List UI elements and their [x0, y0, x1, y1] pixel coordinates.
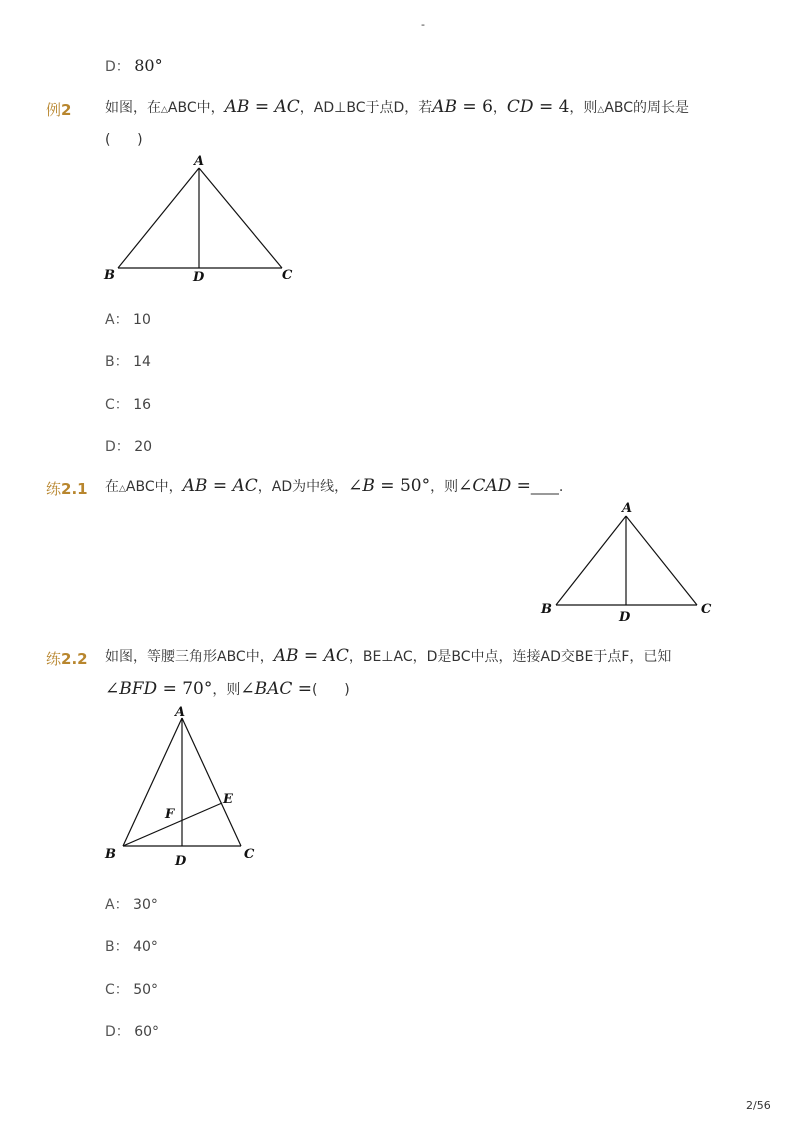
header-mark: -	[421, 18, 425, 31]
math: = 4	[533, 97, 570, 117]
option-key: D：	[105, 439, 130, 455]
math: =	[292, 679, 313, 699]
q-text: ，则	[212, 682, 241, 698]
label-e: E	[223, 792, 233, 807]
label-c: C	[282, 268, 293, 283]
q-text: ABC中，	[167, 100, 225, 116]
angle-symbol: ∠	[105, 679, 120, 699]
math: AC	[232, 476, 258, 496]
option-key: C：	[105, 397, 129, 413]
math: =	[207, 476, 233, 496]
q-text: 如图，等腰三角形ABC中，	[105, 649, 274, 665]
math: AB	[432, 97, 458, 117]
math: = 50°	[374, 476, 431, 496]
line-ac	[182, 718, 241, 846]
option-key: C：	[105, 982, 129, 998]
line-ab	[123, 718, 182, 846]
label-f: F	[165, 807, 175, 822]
option-key: D：	[105, 59, 130, 75]
label-d: D	[175, 854, 187, 869]
label-a: A	[622, 501, 633, 516]
q-text: ，则	[430, 479, 459, 495]
tag-number: 2.1	[61, 480, 88, 498]
p22-option-b[interactable]	[105, 936, 158, 956]
p22-option-c[interactable]	[105, 979, 158, 999]
label-a: A	[175, 705, 186, 720]
q-text: .	[558, 479, 564, 495]
math: BFD	[119, 679, 158, 699]
math: B	[362, 476, 375, 496]
label-b: B	[541, 602, 552, 617]
label-d: D	[193, 270, 205, 285]
math: CD	[506, 97, 534, 117]
label-c: C	[701, 602, 712, 617]
math: = 70°	[157, 679, 213, 699]
tag-label: 练	[46, 480, 62, 498]
option-value: 40°	[133, 939, 158, 955]
q-text: ，则	[569, 100, 598, 116]
p22-option-a[interactable]	[105, 894, 158, 914]
triangle-symbol: △	[597, 105, 605, 115]
option-key: D：	[105, 1024, 130, 1040]
answer-paren: ( )	[105, 132, 143, 148]
option-value: 60°	[134, 1024, 160, 1040]
math: AC	[323, 646, 349, 666]
math: = 6	[457, 97, 493, 117]
math: AB	[182, 476, 208, 496]
option-value: 16	[133, 397, 152, 413]
option-value: 30°	[133, 897, 158, 913]
q-text: ，AD为中线，	[257, 479, 349, 495]
angle-symbol: ∠	[240, 679, 255, 699]
math: =	[298, 646, 324, 666]
option-value: 14	[133, 354, 151, 370]
triangle-symbol: △	[119, 484, 126, 494]
math: AB	[224, 97, 250, 117]
option-key: A：	[105, 897, 129, 913]
q-text: ，AD⊥BC于点D，若	[299, 100, 433, 116]
math: CAD	[472, 476, 512, 496]
option-key: B：	[105, 939, 129, 955]
label-a: A	[194, 154, 205, 169]
angle-symbol: ∠	[348, 476, 363, 496]
math: =	[249, 97, 275, 117]
math: BAC	[254, 679, 293, 699]
q-text: 在	[105, 479, 119, 495]
q-text: ABC的周长是	[604, 100, 690, 116]
tag-label: 例	[46, 101, 62, 119]
option-value: 20	[134, 439, 153, 455]
option-key: B：	[105, 354, 129, 370]
tag-number: 2	[61, 101, 72, 119]
q-text: 如图，在	[105, 100, 161, 116]
answer-paren: ( )	[312, 682, 350, 698]
math: AC	[274, 97, 300, 117]
label-b: B	[104, 268, 115, 283]
math: AB	[273, 646, 299, 666]
label-c: C	[244, 847, 255, 862]
tag-label: 练	[46, 650, 62, 668]
option-value: 50°	[133, 982, 159, 998]
triangle-symbol: △	[161, 105, 168, 115]
angle-symbol: ∠	[458, 476, 473, 496]
tag-number: 2.2	[61, 650, 88, 668]
option-key: A：	[105, 312, 129, 328]
q-text: ABC中，	[125, 479, 183, 495]
answer-blank[interactable]: ____	[530, 479, 559, 495]
math: =	[511, 476, 531, 496]
label-d: D	[619, 610, 631, 625]
q-text: ，BE⊥AC，D是BC中点，连接AD交BE于点F，已知	[348, 649, 672, 665]
q-text: ，	[492, 100, 507, 116]
p22-option-d[interactable]	[105, 1021, 159, 1041]
option-value: 80°	[134, 56, 163, 75]
label-b: B	[105, 847, 116, 862]
page-number: 2/56	[746, 1099, 771, 1112]
option-value: 10	[133, 312, 151, 328]
